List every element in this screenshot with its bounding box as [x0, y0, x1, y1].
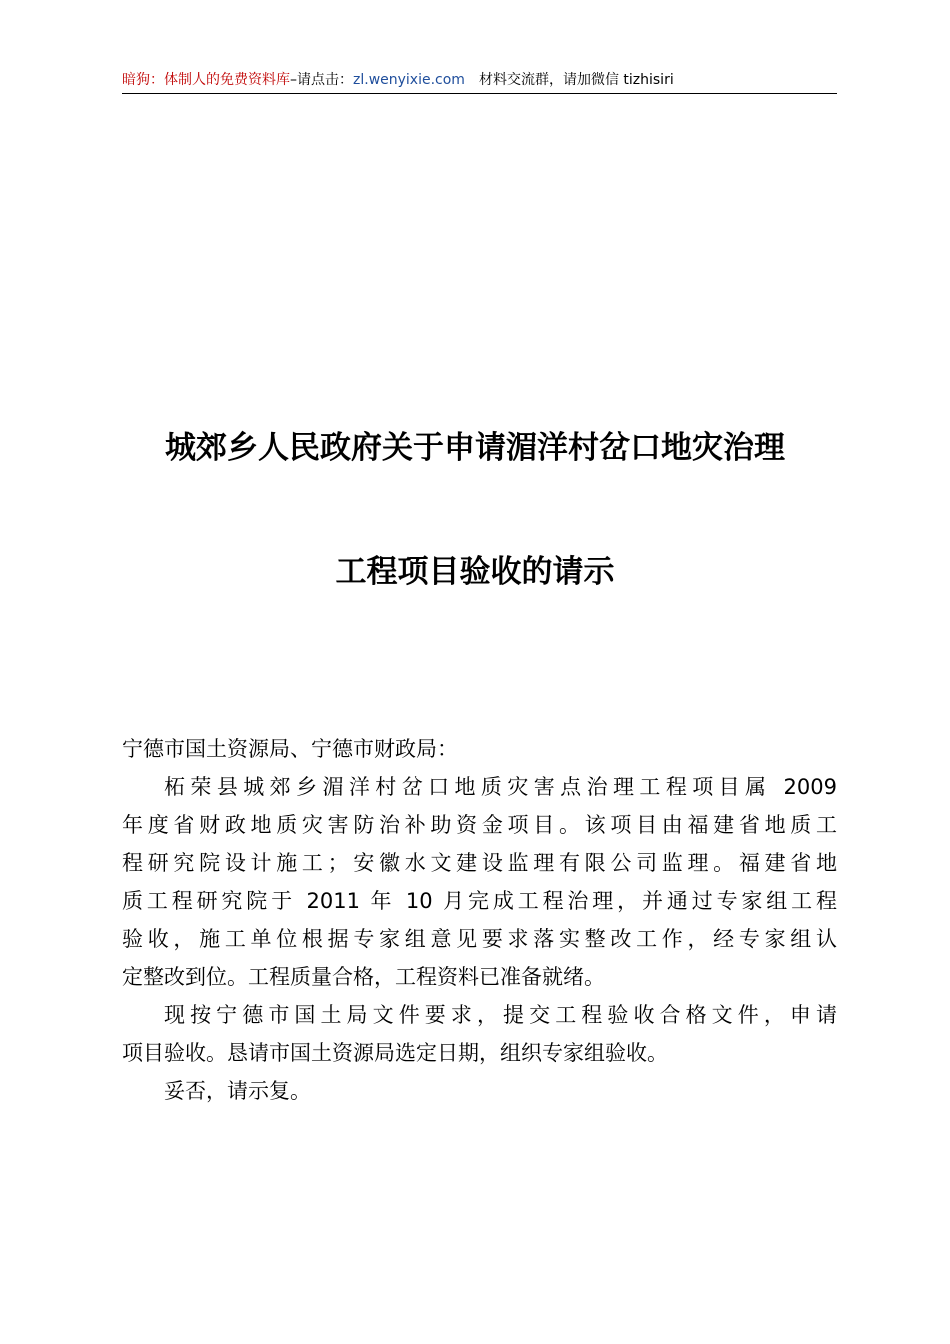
paragraph-line: 柘荣县城郊乡湄洋村岔口地质灾害点治理工程项目属 2009 [164, 775, 837, 799]
closing-line: 妥否，请示复。 [164, 1079, 311, 1103]
page-header [122, 68, 837, 92]
header-click-prompt: –请点击： [290, 72, 353, 88]
document-body [122, 730, 837, 1110]
paragraph-line: 质工程研究院于 2011 年 10 月完成工程治理，并通过专家组工程 [122, 889, 837, 913]
paragraph-line: 验收，施工单位根据专家组意见要求落实整改工作，经专家组认 [122, 927, 837, 951]
addressee: 宁德市国土资源局、宁德市财政局： [122, 737, 458, 761]
paragraph-line: 项目验收。恳请市国土资源局选定日期，组织专家组验收。 [122, 1041, 668, 1065]
paragraph-line: 年度省财政地质灾害防治补助资金项目。该项目由福建省地质工 [122, 813, 837, 837]
paragraph-line: 定整改到位。工程质量合格，工程资料已准备就绪。 [122, 965, 605, 989]
header-divider [122, 93, 837, 94]
header-brand: 暗狗：体制人的免费资料库 [122, 72, 290, 88]
document-title-line-1: 城郊乡人民政府关于申请湄洋村岔口地灾治理 [165, 430, 785, 466]
paragraph-3 [122, 1072, 837, 1110]
paragraph-1 [122, 768, 837, 996]
paragraph-line: 现按宁德市国土局文件要求，提交工程验收合格文件，申请 [164, 1003, 837, 1027]
header-url-link[interactable]: zl.wenyixie.com [353, 72, 465, 88]
document-title-line-2: 工程项目验收的请示 [335, 554, 615, 590]
paragraph-2 [122, 996, 837, 1072]
paragraph-line: 程研究院设计施工；安徽水文建设监理有限公司监理。福建省地 [122, 851, 837, 875]
header-wechat-note: 材料交流群，请加微信 tizhisiri [478, 72, 674, 88]
